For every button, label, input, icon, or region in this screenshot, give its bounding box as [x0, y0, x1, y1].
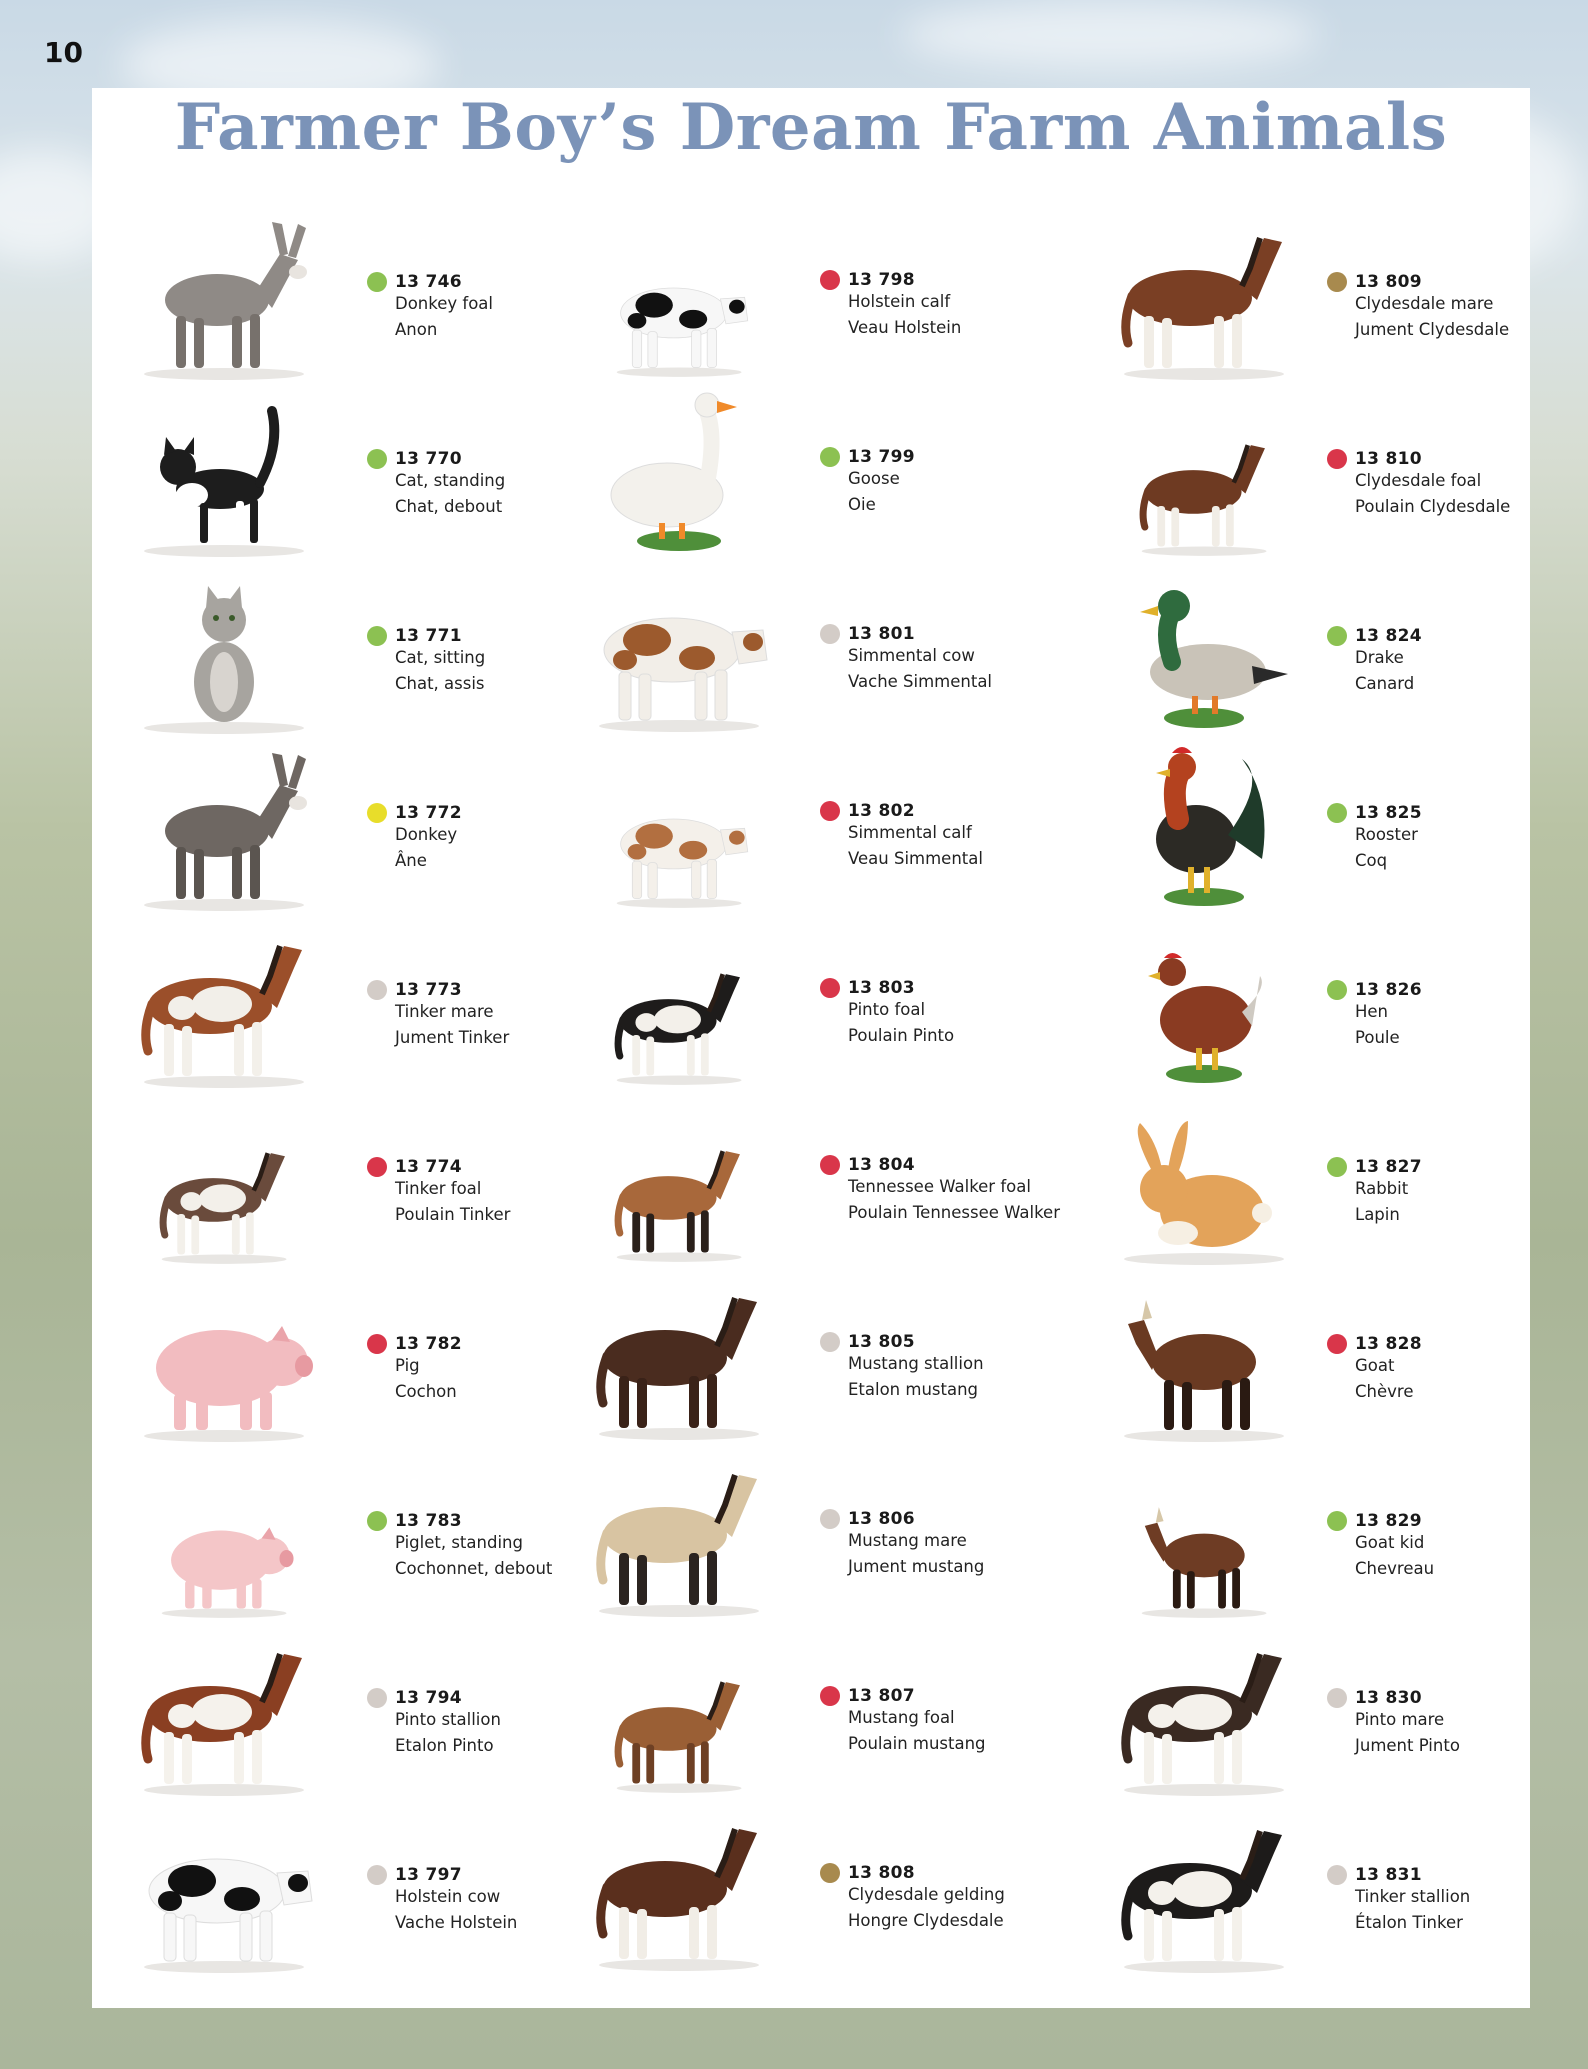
product-item — [112, 562, 582, 737]
product-name-fr: Poulain Tennessee Walker — [848, 1203, 1060, 1222]
sky-cloud — [900, 0, 1320, 70]
product-name-fr: Jument mustang — [848, 1557, 985, 1576]
product-name-en: Tennessee Walker foal — [848, 1177, 1031, 1196]
product-item — [1092, 739, 1562, 914]
product-name-en: Pinto mare — [1355, 1710, 1445, 1729]
product-item — [567, 560, 1037, 735]
clydesdale-foal-figure — [1092, 385, 1317, 560]
product-name-fr: Chevreau — [1355, 1559, 1435, 1578]
product-item — [112, 1270, 582, 1445]
donkey-foal-figure — [112, 208, 337, 383]
product-item — [112, 1624, 582, 1799]
product-code: 13 827 — [1355, 1157, 1422, 1177]
availability-dot-icon — [1327, 626, 1347, 646]
product-name-fr: Chèvre — [1355, 1382, 1414, 1401]
piglet-figure — [112, 1447, 337, 1622]
product-name-fr: Étalon Tinker — [1355, 1913, 1463, 1932]
product-item — [112, 1093, 582, 1268]
product-item — [567, 1268, 1037, 1443]
product-item — [112, 916, 582, 1091]
product-name-fr: Hongre Clydesdale — [848, 1911, 1004, 1930]
product-name-en: Rabbit — [1355, 1179, 1409, 1198]
product-name-en: Clydesdale gelding — [848, 1885, 1005, 1904]
product-code: 13 830 — [1355, 1688, 1422, 1708]
product-item — [1092, 1093, 1562, 1268]
catalog-panel — [92, 88, 1530, 2008]
mustang-stallion-figure — [567, 1268, 792, 1443]
product-code: 13 829 — [1355, 1511, 1422, 1531]
product-code: 13 828 — [1355, 1334, 1422, 1354]
clydesdale-gelding-figure — [567, 1799, 792, 1974]
product-name-fr: Oie — [848, 495, 876, 514]
hen-figure — [1092, 916, 1317, 1091]
product-name-fr: Chat, debout — [395, 497, 503, 516]
product-name-en: Pinto foal — [848, 1000, 926, 1019]
product-name-fr: Vache Simmental — [848, 672, 993, 691]
product-name-en: Cat, sitting — [395, 648, 486, 667]
tennessee-walker-foal-figure — [567, 1091, 792, 1266]
product-name-en: Pig — [395, 1356, 420, 1375]
product-name-en: Mustang mare — [848, 1531, 967, 1550]
product-name-fr: Etalon mustang — [848, 1380, 979, 1399]
product-name-en: Holstein cow — [395, 1887, 501, 1906]
product-name-fr: Poule — [1355, 1028, 1400, 1047]
tinker-mare-figure — [112, 916, 337, 1091]
product-code: 13 774 — [395, 1157, 462, 1177]
product-name-fr: Poulain Clydesdale — [1355, 497, 1511, 516]
availability-dot-icon — [367, 1511, 387, 1531]
product-item — [567, 1799, 1037, 1974]
product-name-en: Simmental calf — [848, 823, 972, 842]
page-number: 10 — [44, 36, 83, 69]
product-name-en: Drake — [1355, 648, 1404, 667]
product-name-fr: Âne — [395, 851, 427, 870]
product-name-en: Goat kid — [1355, 1533, 1425, 1552]
product-code: 13 773 — [395, 980, 462, 1000]
product-name-en: Piglet, standing — [395, 1533, 523, 1552]
product-code: 13 783 — [395, 1511, 462, 1531]
product-code: 13 825 — [1355, 803, 1422, 823]
product-code: 13 772 — [395, 803, 462, 823]
tinker-stallion-figure — [1092, 1801, 1317, 1976]
product-item — [567, 383, 1037, 558]
product-item — [567, 206, 1037, 381]
product-name-fr: Jument Pinto — [1355, 1736, 1460, 1755]
donkey-figure — [112, 739, 337, 914]
availability-dot-icon — [820, 1509, 840, 1529]
availability-dot-icon — [367, 272, 387, 292]
availability-dot-icon — [367, 1688, 387, 1708]
product-name-fr: Poulain Tinker — [395, 1205, 511, 1224]
pinto-mare-figure — [1092, 1624, 1317, 1799]
availability-dot-icon — [1327, 803, 1347, 823]
rabbit-figure — [1092, 1093, 1317, 1268]
product-item — [567, 737, 1037, 912]
mustang-mare-figure — [567, 1445, 792, 1620]
product-name-en: Tinker stallion — [1355, 1887, 1471, 1906]
tinker-foal-figure — [112, 1093, 337, 1268]
product-item — [567, 914, 1037, 1089]
product-name-en: Goat — [1355, 1356, 1395, 1375]
product-name-fr: Poulain mustang — [848, 1734, 986, 1753]
product-name-fr: Canard — [1355, 674, 1415, 693]
product-name-en: Mustang stallion — [848, 1354, 984, 1373]
product-code: 13 771 — [395, 626, 462, 646]
product-code: 13 798 — [848, 270, 915, 290]
availability-dot-icon — [367, 980, 387, 1000]
product-item — [1092, 1270, 1562, 1445]
product-item — [1092, 916, 1562, 1091]
availability-dot-icon — [820, 1686, 840, 1706]
product-code: 13 826 — [1355, 980, 1422, 1000]
availability-dot-icon — [1327, 1157, 1347, 1177]
product-code: 13 797 — [395, 1865, 462, 1885]
product-item — [1092, 1624, 1562, 1799]
product-name-en: Simmental cow — [848, 646, 975, 665]
product-name-fr: Cochonnet, debout — [395, 1559, 553, 1578]
page-title: Farmer Boy’s Dream Farm Animals — [174, 90, 1448, 165]
availability-dot-icon — [1327, 449, 1347, 469]
holstein-calf-figure — [567, 206, 792, 381]
product-item — [1092, 208, 1562, 383]
availability-dot-icon — [367, 803, 387, 823]
goose-figure — [567, 383, 792, 558]
product-code: 13 807 — [848, 1686, 915, 1706]
availability-dot-icon — [367, 1157, 387, 1177]
product-code: 13 746 — [395, 272, 462, 292]
product-code: 13 809 — [1355, 272, 1422, 292]
product-code: 13 802 — [848, 801, 915, 821]
cat-sitting-figure — [112, 562, 337, 737]
product-code: 13 806 — [848, 1509, 915, 1529]
product-item — [567, 1622, 1037, 1797]
product-item — [112, 385, 582, 560]
product-code: 13 770 — [395, 449, 462, 469]
clydesdale-mare-figure — [1092, 208, 1317, 383]
availability-dot-icon — [367, 449, 387, 469]
simmental-cow-figure — [567, 560, 792, 735]
product-code: 13 810 — [1355, 449, 1422, 469]
product-item — [112, 1801, 582, 1976]
product-item — [567, 1445, 1037, 1620]
product-code: 13 801 — [848, 624, 915, 644]
product-name-en: Clydesdale foal — [1355, 471, 1482, 490]
product-name-en: Mustang foal — [848, 1708, 955, 1727]
product-code: 13 803 — [848, 978, 915, 998]
product-name-en: Donkey foal — [395, 294, 493, 313]
product-name-fr: Chat, assis — [395, 674, 485, 693]
availability-dot-icon — [1327, 272, 1347, 292]
availability-dot-icon — [820, 978, 840, 998]
product-name-fr: Etalon Pinto — [395, 1736, 494, 1755]
availability-dot-icon — [367, 1334, 387, 1354]
product-name-fr: Coq — [1355, 851, 1388, 870]
product-code: 13 824 — [1355, 626, 1422, 646]
product-item — [112, 208, 582, 383]
product-name-en: Tinker mare — [395, 1002, 494, 1021]
availability-dot-icon — [820, 624, 840, 644]
drake-figure — [1092, 562, 1317, 737]
availability-dot-icon — [1327, 980, 1347, 1000]
product-name-fr: Vache Holstein — [395, 1913, 518, 1932]
goat-kid-figure — [1092, 1447, 1317, 1622]
product-item — [1092, 1801, 1562, 1976]
rooster-figure — [1092, 739, 1317, 914]
availability-dot-icon — [820, 1155, 840, 1175]
product-code: 13 805 — [848, 1332, 915, 1352]
product-name-fr: Lapin — [1355, 1205, 1400, 1224]
product-name-en: Cat, standing — [395, 471, 506, 490]
product-item — [1092, 1447, 1562, 1622]
availability-dot-icon — [820, 447, 840, 467]
pinto-foal-figure — [567, 914, 792, 1089]
product-item — [1092, 562, 1562, 737]
availability-dot-icon — [367, 626, 387, 646]
product-name-fr: Poulain Pinto — [848, 1026, 955, 1045]
product-name-en: Donkey — [395, 825, 458, 844]
simmental-calf-figure — [567, 737, 792, 912]
availability-dot-icon — [820, 270, 840, 290]
availability-dot-icon — [820, 801, 840, 821]
availability-dot-icon — [367, 1865, 387, 1885]
availability-dot-icon — [1327, 1865, 1347, 1885]
availability-dot-icon — [820, 1863, 840, 1883]
product-name-fr: Jument Tinker — [395, 1028, 510, 1047]
product-name-fr: Veau Simmental — [848, 849, 983, 868]
mustang-foal-figure — [567, 1622, 792, 1797]
product-name-en: Pinto stallion — [395, 1710, 501, 1729]
product-name-fr: Jument Clydesdale — [1355, 320, 1510, 339]
product-name-en: Clydesdale mare — [1355, 294, 1494, 313]
product-name-en: Tinker foal — [395, 1179, 482, 1198]
product-code: 13 831 — [1355, 1865, 1422, 1885]
product-item — [112, 1447, 582, 1622]
product-code: 13 808 — [848, 1863, 915, 1883]
goat-figure — [1092, 1270, 1317, 1445]
cat-standing-figure — [112, 385, 337, 560]
pig-figure — [112, 1270, 337, 1445]
availability-dot-icon — [1327, 1511, 1347, 1531]
product-item — [567, 1091, 1060, 1266]
product-name-en: Hen — [1355, 1002, 1389, 1021]
availability-dot-icon — [1327, 1334, 1347, 1354]
product-code: 13 804 — [848, 1155, 915, 1175]
product-code: 13 794 — [395, 1688, 462, 1708]
product-name-fr: Veau Holstein — [848, 318, 962, 337]
product-name-en: Rooster — [1355, 825, 1418, 844]
product-name-fr: Anon — [395, 320, 438, 339]
product-code: 13 799 — [848, 447, 915, 467]
availability-dot-icon — [820, 1332, 840, 1352]
product-name-en: Holstein calf — [848, 292, 951, 311]
product-item — [112, 739, 582, 914]
availability-dot-icon — [1327, 1688, 1347, 1708]
product-name-fr: Cochon — [395, 1382, 457, 1401]
pinto-stallion-figure — [112, 1624, 337, 1799]
product-code: 13 782 — [395, 1334, 462, 1354]
holstein-cow-figure — [112, 1801, 337, 1976]
product-item — [1092, 385, 1562, 560]
product-name-en: Goose — [848, 469, 900, 488]
